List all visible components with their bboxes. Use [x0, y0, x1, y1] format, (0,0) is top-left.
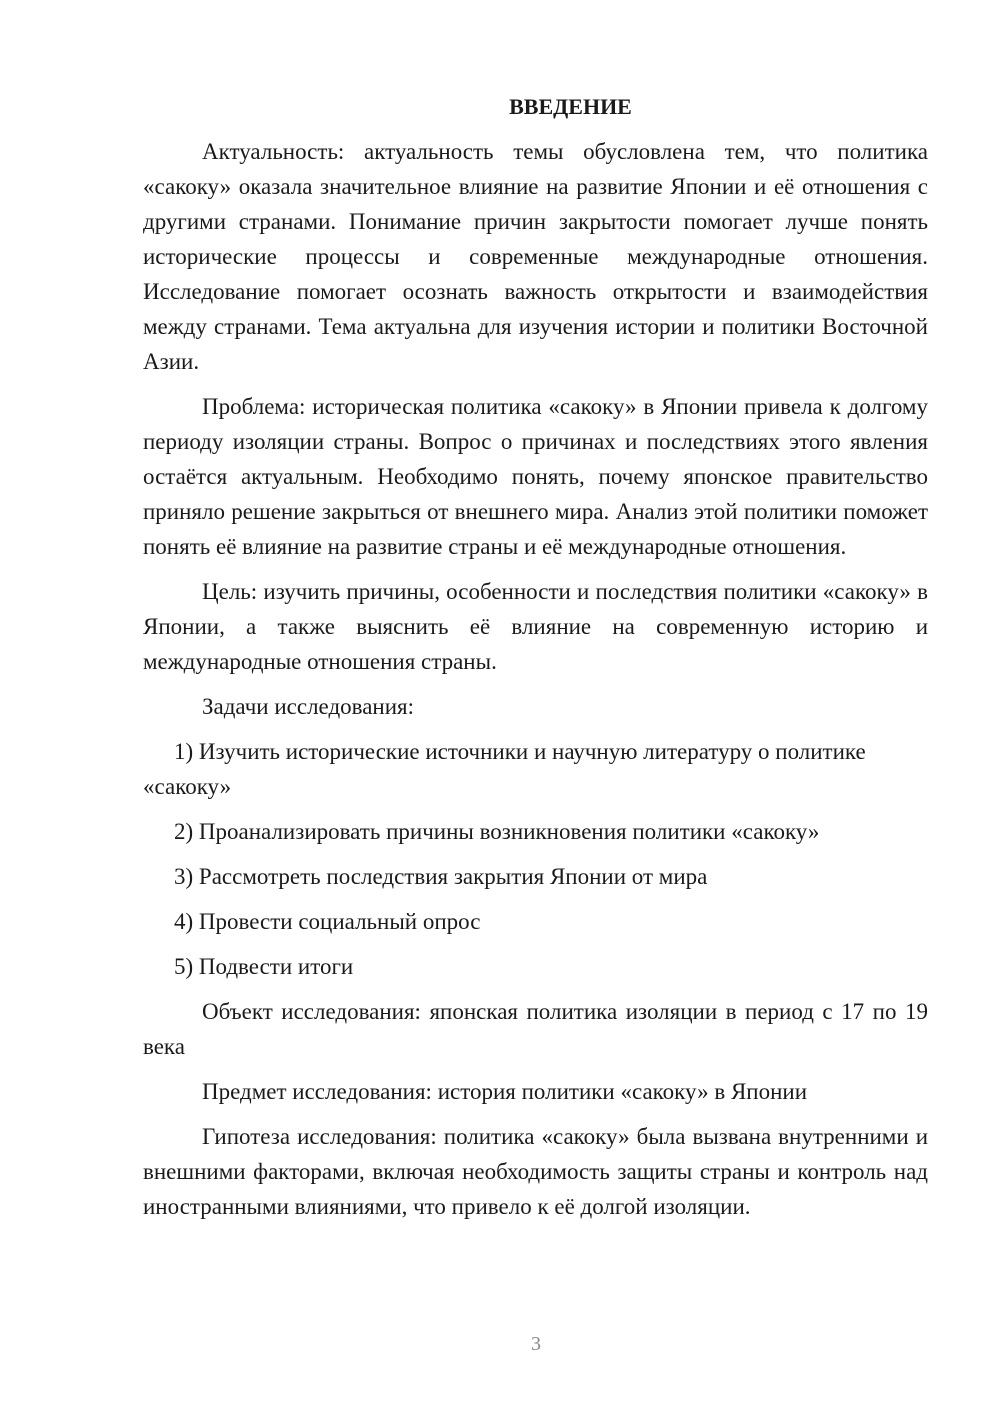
task-item-2: 2) Проанализировать причины возникновения политики «сакоку»	[174, 819, 820, 844]
relevance-paragraph: Актуальность: актуальность темы обусловлена тем, что политика «сакоку» оказала значительное влияние на развитие Японии и её отношения с другими странами. Понимание причин закрытости помогает лучше понять исторические процессы и современные международные отношения. Исследование помогает осознать важность открытости и взаимодействия между странами. Тема актуальна для изучения истории и политики Восточной Азии.	[143, 139, 928, 374]
document-page	[143, 92, 928, 1234]
hypothesis-paragraph: Гипотеза исследования: политика «сакоку» была вызвана внутренними и внешними факторами, включая необходимость защиты страны и контроль над иностранными влияниями, что привело к её долгой изоляции.	[143, 1124, 928, 1219]
document-title: ВВЕДЕНИЕ	[509, 94, 632, 119]
research-subject-paragraph: Предмет исследования: история политики «сакоку» в Японии	[202, 1079, 808, 1104]
page-number: 3	[531, 1333, 541, 1355]
goal-paragraph: Цель: изучить причины, особенности и последствия политики «сакоку» в Японии, а также выяснить её влияние на современную историю и международные отношения страны.	[143, 579, 928, 674]
task-item-1: 1) Изучить исторические источники и научную литературу о политике «сакоку»	[143, 739, 866, 799]
task-item-4: 4) Провести социальный опрос	[174, 909, 481, 934]
task-item-3: 3) Рассмотреть последствия закрытия Японии от мира	[174, 864, 708, 889]
problem-paragraph: Проблема: историческая политика «сакоку» в Японии привела к долгому периоду изоляции страны. Вопрос о причинах и последствиях этого явления остаётся актуальным. Необходимо понять, почему японское правительство приняло решение закрыться от внешнего мира. Анализ этой политики поможет понять её влияние на развитие страны и её международные отношения.	[143, 394, 928, 559]
research-object-paragraph: Объект исследования: японская политика изоляции в период с 17 по 19 века	[143, 999, 928, 1059]
task-item-5: 5) Подвести итоги	[174, 954, 354, 979]
tasks-heading: Задачи исследования:	[202, 694, 415, 719]
